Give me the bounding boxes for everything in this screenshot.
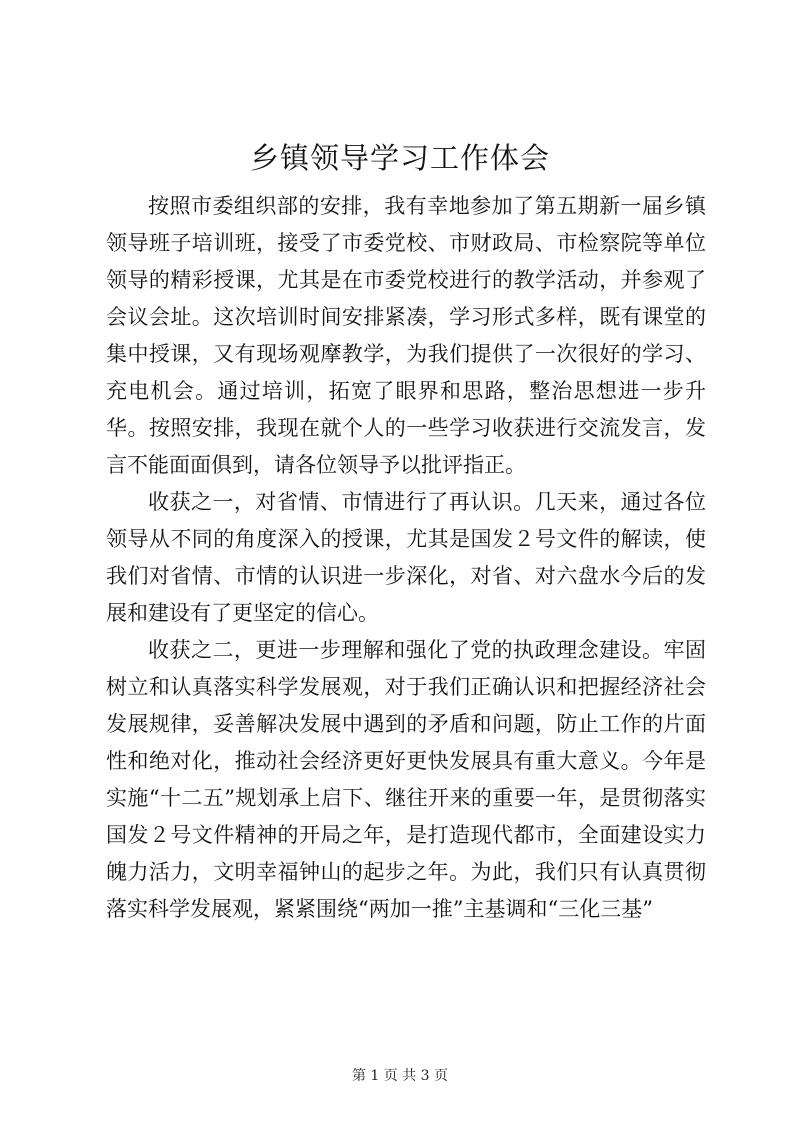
paragraph-gain-one: 收获之一，对省情、市情进行了再认识。几天来，通过各位领导从不同的角度深入的授课，尤其是国发２号文件的解读，使我们对省情、市情的认识进一步深化，对省、对六盘水今后的发展和建设有了更坚定的信心。 [106, 490, 706, 625]
paragraph-gain-two: 收获之二，更进一步理解和强化了党的执政理念建设。牢固树立和认真落实科学发展观，对于我们正确认识和把握经济社会发展规律，妥善解决发展中遇到的矛盾和问题，防止工作的片面性和绝对化，推动社会经济更好更快发展具有重大意义。今年是实施“十二五”规划承上启下、继往开来的重要一年，是贯彻落实国发２号文件精神的开局之年，是打造现代都市，全面建设实力魄力活力，文明幸福钟山的起步之年。为此，我们只有认真贯彻落实科学发展观，紧紧围绕“两加一推”主基调和“三化三基” [106, 638, 706, 921]
document-title: 乡镇领导学习工作体会 [249, 141, 550, 175]
document-body [106, 188, 706, 928]
paragraph-intro: 按照市委组织部的安排，我有幸地参加了第五期新一届乡镇领导班子培训班，接受了市委党校、市财政局、市检察院等单位领导的精彩授课，尤其是在市委党校进行的教学活动，并参观了会议会址。这次培训时间安排紧凑，学习形式多样，既有课堂的集中授课，又有现场观摩教学，为我们提供了一次很好的学习、充电机会。通过培训，拓宽了眼界和思路，整治思想进一步升华。按照安排，我现在就个人的一些学习收获进行交流发言，发言不能面面俱到，请各位领导予以批评指正。 [106, 194, 706, 477]
page-number-footer: 第 1 页 共 3 页 [351, 1068, 449, 1084]
